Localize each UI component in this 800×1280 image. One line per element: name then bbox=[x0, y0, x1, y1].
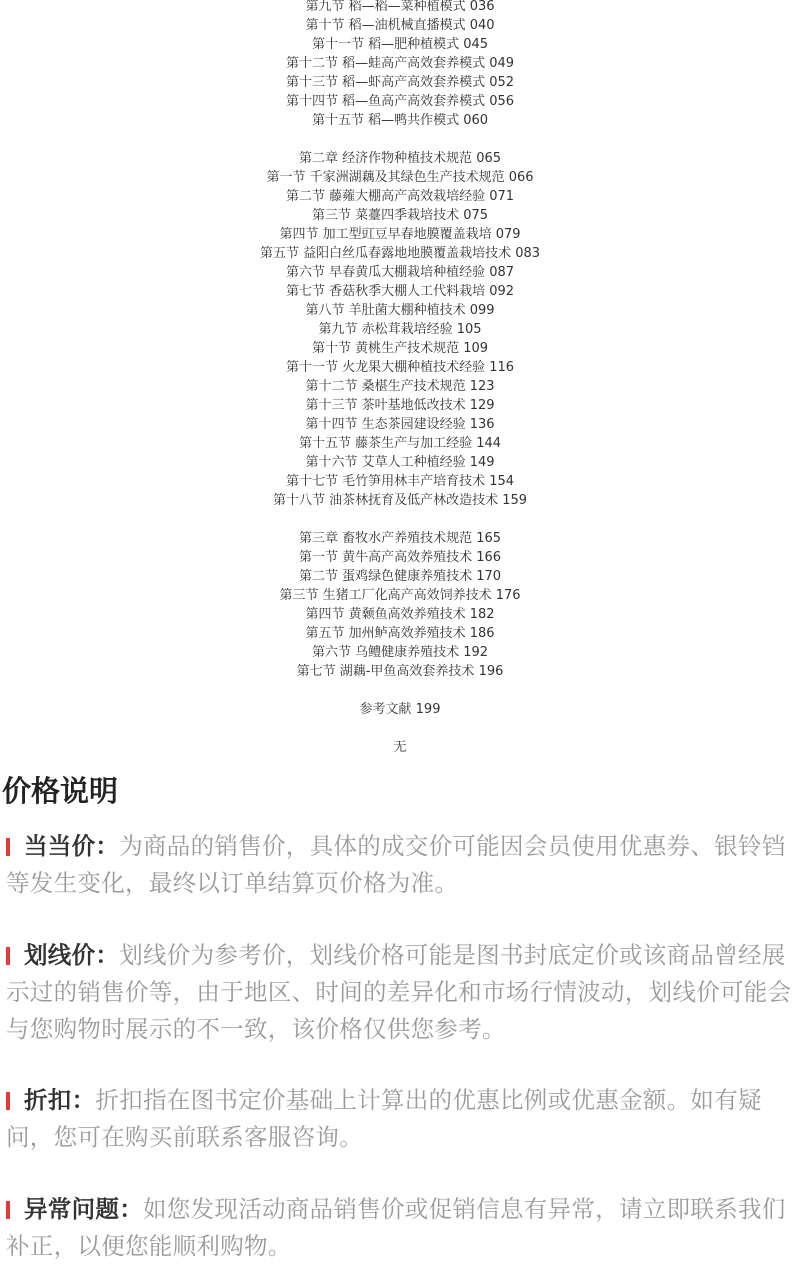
toc-line: 第六节 早春黄瓜大棚栽培种植经验 087 bbox=[285, 265, 515, 280]
toc-line: 第十五节 藤茶生产与加工经验 144 bbox=[298, 436, 502, 451]
red-bar-icon bbox=[6, 947, 10, 965]
price-item-term: 异常问题： bbox=[24, 1195, 143, 1223]
price-item-strikethrough-price bbox=[6, 937, 796, 1048]
red-bar-icon bbox=[6, 1201, 10, 1219]
toc-line: 第九节 赤松茸栽培经验 105 bbox=[318, 322, 482, 337]
red-bar-icon bbox=[6, 838, 10, 856]
toc-line: 第十四节 生态茶园建设经验 136 bbox=[305, 417, 495, 432]
price-item-discount bbox=[6, 1082, 796, 1156]
toc-line: 第七节 香菇秋季大棚人工代料栽培 092 bbox=[285, 284, 515, 299]
toc-line: 第二节 蛋鸡绿色健康养殖技术 170 bbox=[298, 569, 502, 584]
price-item-text: 为商品的销售价，具体的成交价可能因会员使用优惠券、银铃铛等发生变化，最终以订单结算页价格为准。 bbox=[6, 832, 786, 897]
toc-line: 第九节 稻—稻—菜种植模式 036 bbox=[305, 0, 495, 14]
toc-line: 第十三节 稻—虾高产高效套养模式 052 bbox=[285, 75, 515, 90]
toc-line: 第十七节 毛竹笋用林丰产培育技术 154 bbox=[285, 474, 515, 489]
toc-line: 第十一节 火龙果大棚种植技术经验 116 bbox=[285, 360, 515, 375]
toc-line: 第六节 乌鳢健康养殖技术 192 bbox=[311, 645, 489, 660]
price-item-dangdang-price bbox=[6, 828, 796, 902]
toc-line: 第五节 益阳白丝瓜春露地地膜覆盖栽培技术 083 bbox=[259, 246, 541, 261]
toc-line: 第十四节 稻—鱼高产高效套养模式 056 bbox=[285, 94, 515, 109]
toc-line: 第三节 菜薹四季栽培技术 075 bbox=[311, 208, 489, 223]
toc-line: 第十二节 桑椹生产技术规范 123 bbox=[305, 379, 495, 394]
red-bar-icon bbox=[6, 1092, 10, 1110]
price-item-term: 当当价： bbox=[24, 832, 120, 860]
toc-line: 第十节 黄桃生产技术规范 109 bbox=[311, 341, 489, 356]
toc-line: 第十节 稻—油机械直播模式 040 bbox=[305, 18, 495, 33]
toc-line: 第十一节 稻—肥种植模式 045 bbox=[311, 37, 489, 52]
price-item-term: 折扣： bbox=[24, 1086, 96, 1114]
toc-line: 第一节 黄牛高产高效养殖技术 166 bbox=[298, 550, 502, 565]
toc-line: 第十六节 艾草人工种植经验 149 bbox=[305, 455, 495, 470]
toc-line: 第一节 千家洲湖藕及其绿色生产技术规范 066 bbox=[266, 170, 534, 185]
price-item-text: 如您发现活动商品销售价或促销信息有异常，请立即联系我们补正，以便您能顺利购物。 bbox=[6, 1195, 786, 1260]
toc-line: 第十二节 稻—蛙高产高效套养模式 049 bbox=[285, 56, 515, 71]
price-item-text: 划线价为参考价，划线价格可能是图书封底定价或该商品曾经展示过的销售价等，由于地区、时间的差异化和市场行情波动，划线价可能会与您购物时展示的不一致，该价格仅供您参考。 bbox=[6, 941, 792, 1043]
toc-line: 第十三节 茶叶基地低改技术 129 bbox=[305, 398, 495, 413]
price-item-term: 划线价： bbox=[24, 941, 120, 969]
toc-line: 第十五节 稻—鸭共作模式 060 bbox=[311, 113, 489, 128]
toc-line: 第二节 藤蕹大棚高产高效栽培经验 071 bbox=[285, 189, 515, 204]
toc-none-text: 无 bbox=[393, 740, 407, 755]
toc-line: 第七节 湖藕-甲鱼高效套养技术 196 bbox=[296, 664, 504, 679]
price-item-text: 折扣指在图书定价基础上计算出的优惠比例或优惠金额。如有疑问，您可在购买前联系客服咨询。 bbox=[6, 1086, 762, 1151]
price-section-title: 价格说明 bbox=[2, 774, 119, 808]
toc-references: 参考文献 199 bbox=[359, 702, 441, 717]
toc-chapter-heading: 第二章 经济作物种植技术规范 065 bbox=[298, 151, 502, 166]
toc-chapter-heading: 第三章 畜牧水产养殖技术规范 165 bbox=[298, 531, 502, 546]
toc-line: 第八节 羊肚菌大棚种植技术 099 bbox=[305, 303, 495, 318]
toc-line: 第十八节 油茶林抚育及低产林改造技术 159 bbox=[272, 493, 528, 508]
toc-line: 第四节 黄颡鱼高效养殖技术 182 bbox=[305, 607, 495, 622]
toc-line: 第四节 加工型豇豆早春地膜覆盖栽培 079 bbox=[279, 227, 521, 242]
toc-line: 第三节 生猪工厂化高产高效饲养技术 176 bbox=[279, 588, 521, 603]
price-item-abnormal-issue bbox=[6, 1191, 796, 1265]
toc-line: 第五节 加州鲈高效养殖技术 186 bbox=[305, 626, 495, 641]
